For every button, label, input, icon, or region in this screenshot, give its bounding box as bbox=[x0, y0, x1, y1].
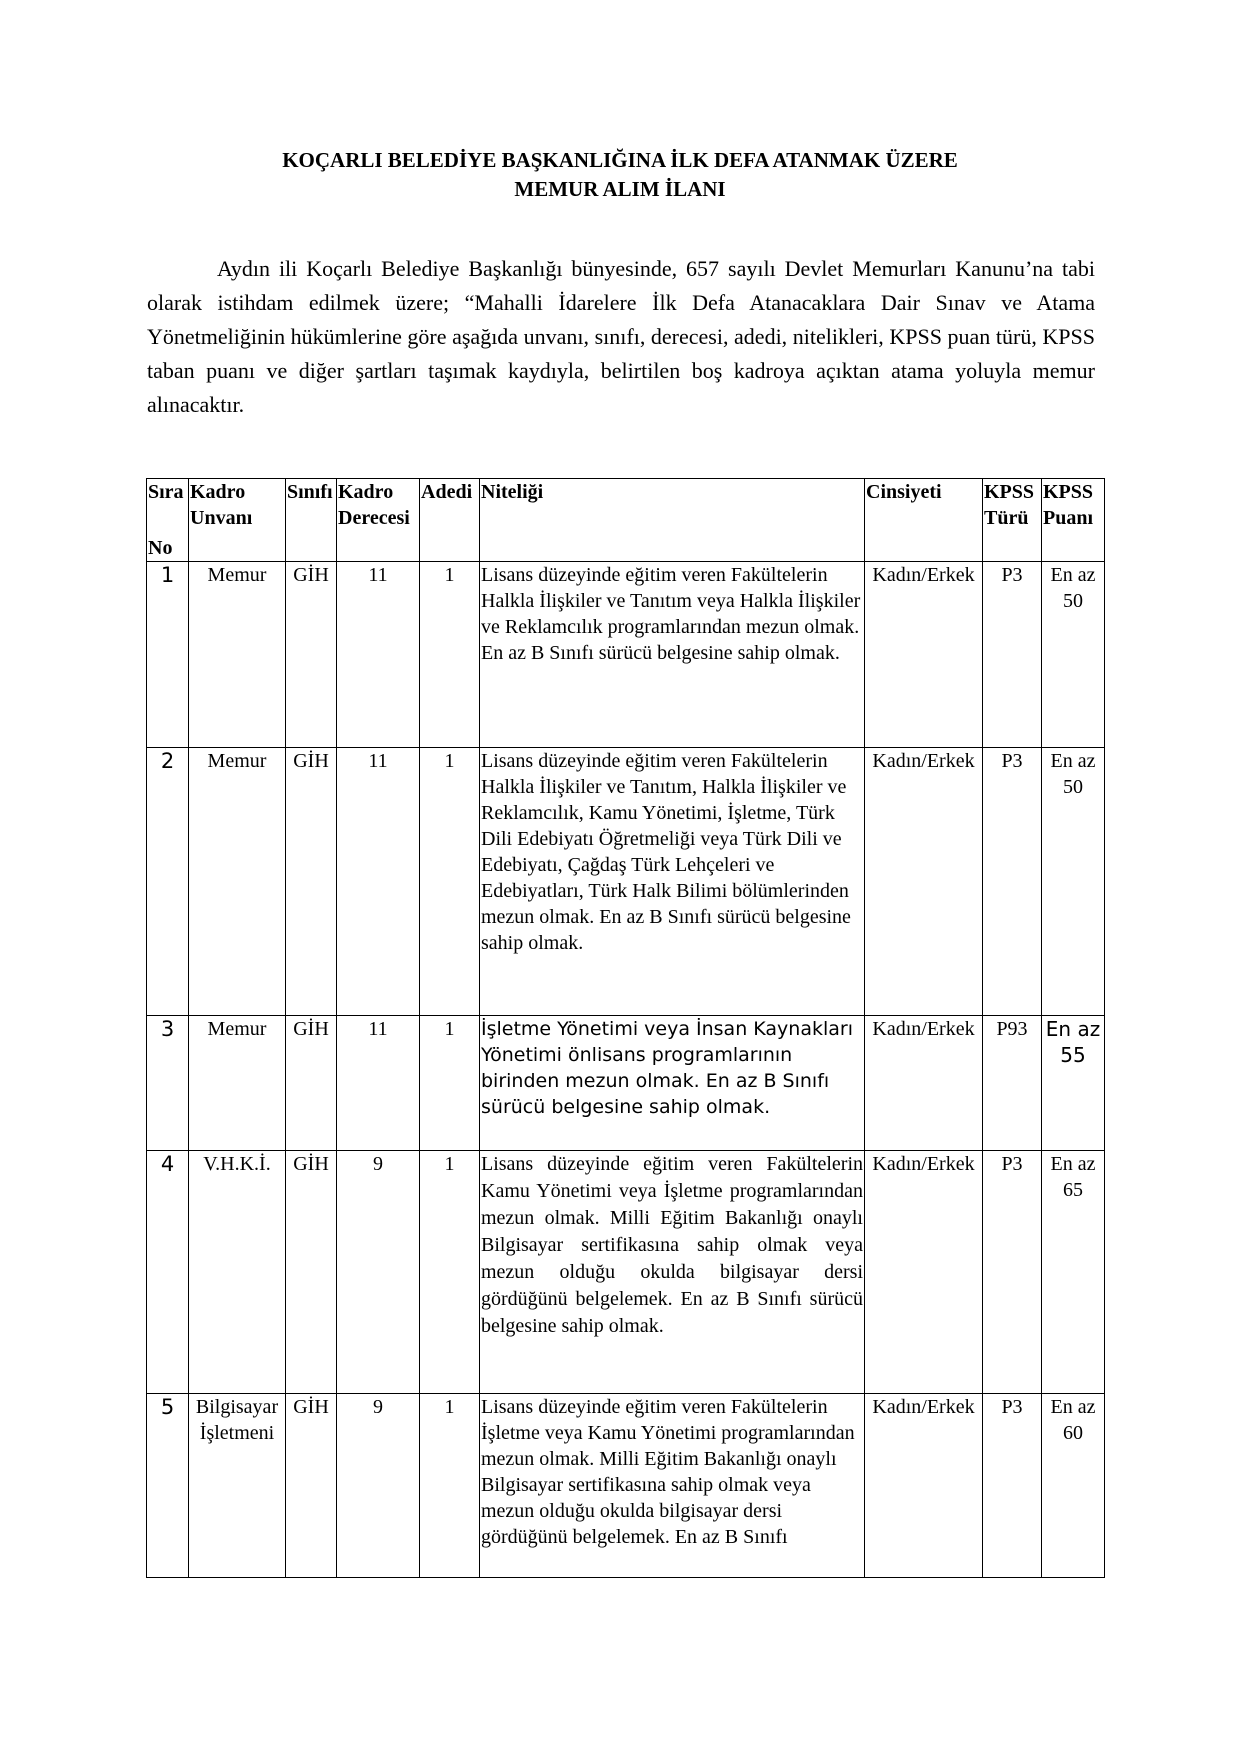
row-cinsiyeti: Kadın/Erkek bbox=[865, 562, 983, 748]
row-kpss-puani: En az 50 bbox=[1042, 748, 1105, 1016]
intro-paragraph: Aydın ili Koçarlı Belediye Başkanlığı bünyesinde, 657 sayılı Devlet Memurları Kanunu’na tabi olarak istihdam edilmek üzere; “Mahalli İdarelere İlk Defa Atanacaklara Dair Sınav ve Atama Yönetmeliğinin hükümlerine göre aşağıda unvanı, sınıfı, derecesi, adedi, nitelikleri, KPSS puan türü, KPSS taban puanı ve diğer şartları taşımak kaydıyla, belirtilen boş kadroya açıktan atama yoluyla memur alınacaktır. bbox=[147, 256, 1095, 417]
row-derece: 9 bbox=[337, 1394, 420, 1578]
header-unvan: Kadro Unvanı bbox=[189, 479, 286, 562]
row-no: 3 bbox=[147, 1016, 189, 1151]
row-kpss-puani: En az 60 bbox=[1042, 1394, 1105, 1578]
row-kpss-turu: P93 bbox=[983, 1016, 1042, 1151]
table-header-row bbox=[147, 479, 1105, 562]
header-sira bbox=[147, 479, 189, 562]
table-row bbox=[147, 748, 1105, 1016]
row-no: 2 bbox=[147, 748, 189, 1016]
position-table bbox=[146, 478, 1105, 1578]
row-sinifi: GİH bbox=[286, 1394, 337, 1578]
header-cinsiyeti: Cinsiyeti bbox=[865, 479, 983, 562]
row-no: 1 bbox=[147, 562, 189, 748]
row-niteligi: Lisans düzeyinde eğitim veren Fakültelerin Kamu Yönetimi veya İşletme programlarından mezun olmak. Milli Eğitim Bakanlığı onaylı Bilgisayar sertifikasına sahip olmak veya mezun olduğu okulda bilgisayar dersi gördüğünü belgelemek. En az B Sınıfı sürücü belgesine sahip olmak. bbox=[480, 1151, 865, 1394]
row-cinsiyeti: Kadın/Erkek bbox=[865, 1394, 983, 1578]
row-cinsiyeti: Kadın/Erkek bbox=[865, 748, 983, 1016]
table-row bbox=[147, 1394, 1105, 1578]
row-niteligi: İşletme Yönetimi veya İnsan Kaynakları Yönetimi önlisans programlarının birinden mezun olmak. En az B Sınıfı sürücü belgesine sahip olmak. bbox=[480, 1016, 865, 1151]
header-sira-label: Sıra bbox=[148, 481, 184, 503]
row-adedi: 1 bbox=[420, 562, 480, 748]
row-kpss-turu: P3 bbox=[983, 748, 1042, 1016]
row-niteligi: Lisans düzeyinde eğitim veren Fakültelerin Halkla İlişkiler ve Tanıtım, Halkla İlişkiler ve Reklamcılık, Kamu Yönetimi, İşletme, Türk Dili Edebiyatı Öğretmeliği veya Türk Dili ve Edebiyatı, Çağdaş Türk Lehçeleri ve Edebiyatları, Türk Halk Bilimi bölümlerinden mezun olmak. En az B Sınıfı sürücü belgesine sahip olmak. bbox=[480, 748, 865, 1016]
row-derece: 11 bbox=[337, 1016, 420, 1151]
row-kpss-turu: P3 bbox=[983, 1151, 1042, 1394]
row-derece: 11 bbox=[337, 562, 420, 748]
row-sinifi: GİH bbox=[286, 1151, 337, 1394]
title-line-1: KOÇARLI BELEDİYE BAŞKANLIĞINA İLK DEFA ATANMAK ÜZERE bbox=[282, 148, 958, 172]
header-sinifi: Sınıfı bbox=[286, 479, 337, 562]
row-adedi: 1 bbox=[420, 1151, 480, 1394]
document-title bbox=[145, 146, 1095, 204]
header-kpss-turu: KPSS Türü bbox=[983, 479, 1042, 562]
row-adedi: 1 bbox=[420, 1394, 480, 1578]
row-kpss-turu: P3 bbox=[983, 1394, 1042, 1578]
row-unvan: Memur bbox=[189, 562, 286, 748]
header-niteligi: Niteliği bbox=[480, 479, 865, 562]
header-kpss-puani: KPSS Puanı bbox=[1042, 479, 1105, 562]
row-no: 4 bbox=[147, 1151, 189, 1394]
row-cinsiyeti: Kadın/Erkek bbox=[865, 1151, 983, 1394]
row-derece: 11 bbox=[337, 748, 420, 1016]
row-unvan: Memur bbox=[189, 1016, 286, 1151]
row-derece: 9 bbox=[337, 1151, 420, 1394]
row-sinifi: GİH bbox=[286, 748, 337, 1016]
row-kpss-puani: En az 65 bbox=[1042, 1151, 1105, 1394]
row-kpss-puani: En az 55 bbox=[1042, 1016, 1105, 1151]
header-no-label: No bbox=[148, 537, 173, 559]
row-unvan: Memur bbox=[189, 748, 286, 1016]
row-no: 5 bbox=[147, 1394, 189, 1578]
row-sinifi: GİH bbox=[286, 1016, 337, 1151]
row-niteligi: Lisans düzeyinde eğitim veren Fakültelerin Halkla İlişkiler ve Tanıtım veya Halkla İlişkiler ve Reklamcılık programlarından mezun olmak. En az B Sınıfı sürücü belgesine sahip olmak. bbox=[480, 562, 865, 748]
header-adedi: Adedi bbox=[420, 479, 480, 562]
title-line-2: MEMUR ALIM İLANI bbox=[514, 177, 726, 201]
table-row bbox=[147, 562, 1105, 748]
row-kpss-puani: En az 50 bbox=[1042, 562, 1105, 748]
row-unvan: Bilgisayar İşletmeni bbox=[189, 1394, 286, 1578]
row-adedi: 1 bbox=[420, 748, 480, 1016]
row-cinsiyeti: Kadın/Erkek bbox=[865, 1016, 983, 1151]
row-kpss-turu: P3 bbox=[983, 562, 1042, 748]
row-adedi: 1 bbox=[420, 1016, 480, 1151]
header-derece: Kadro Derecesi bbox=[337, 479, 420, 562]
table-row bbox=[147, 1151, 1105, 1394]
row-unvan: V.H.K.İ. bbox=[189, 1151, 286, 1394]
row-niteligi: Lisans düzeyinde eğitim veren Fakültelerin İşletme veya Kamu Yönetimi programlarından mezun olmak. Milli Eğitim Bakanlığı onaylı Bilgisayar sertifikasına sahip olmak veya mezun olduğu okulda bilgisayar dersi gördüğünü belgelemek. En az B Sınıfı bbox=[480, 1394, 865, 1578]
row-sinifi: GİH bbox=[286, 562, 337, 748]
table-row bbox=[147, 1016, 1105, 1151]
